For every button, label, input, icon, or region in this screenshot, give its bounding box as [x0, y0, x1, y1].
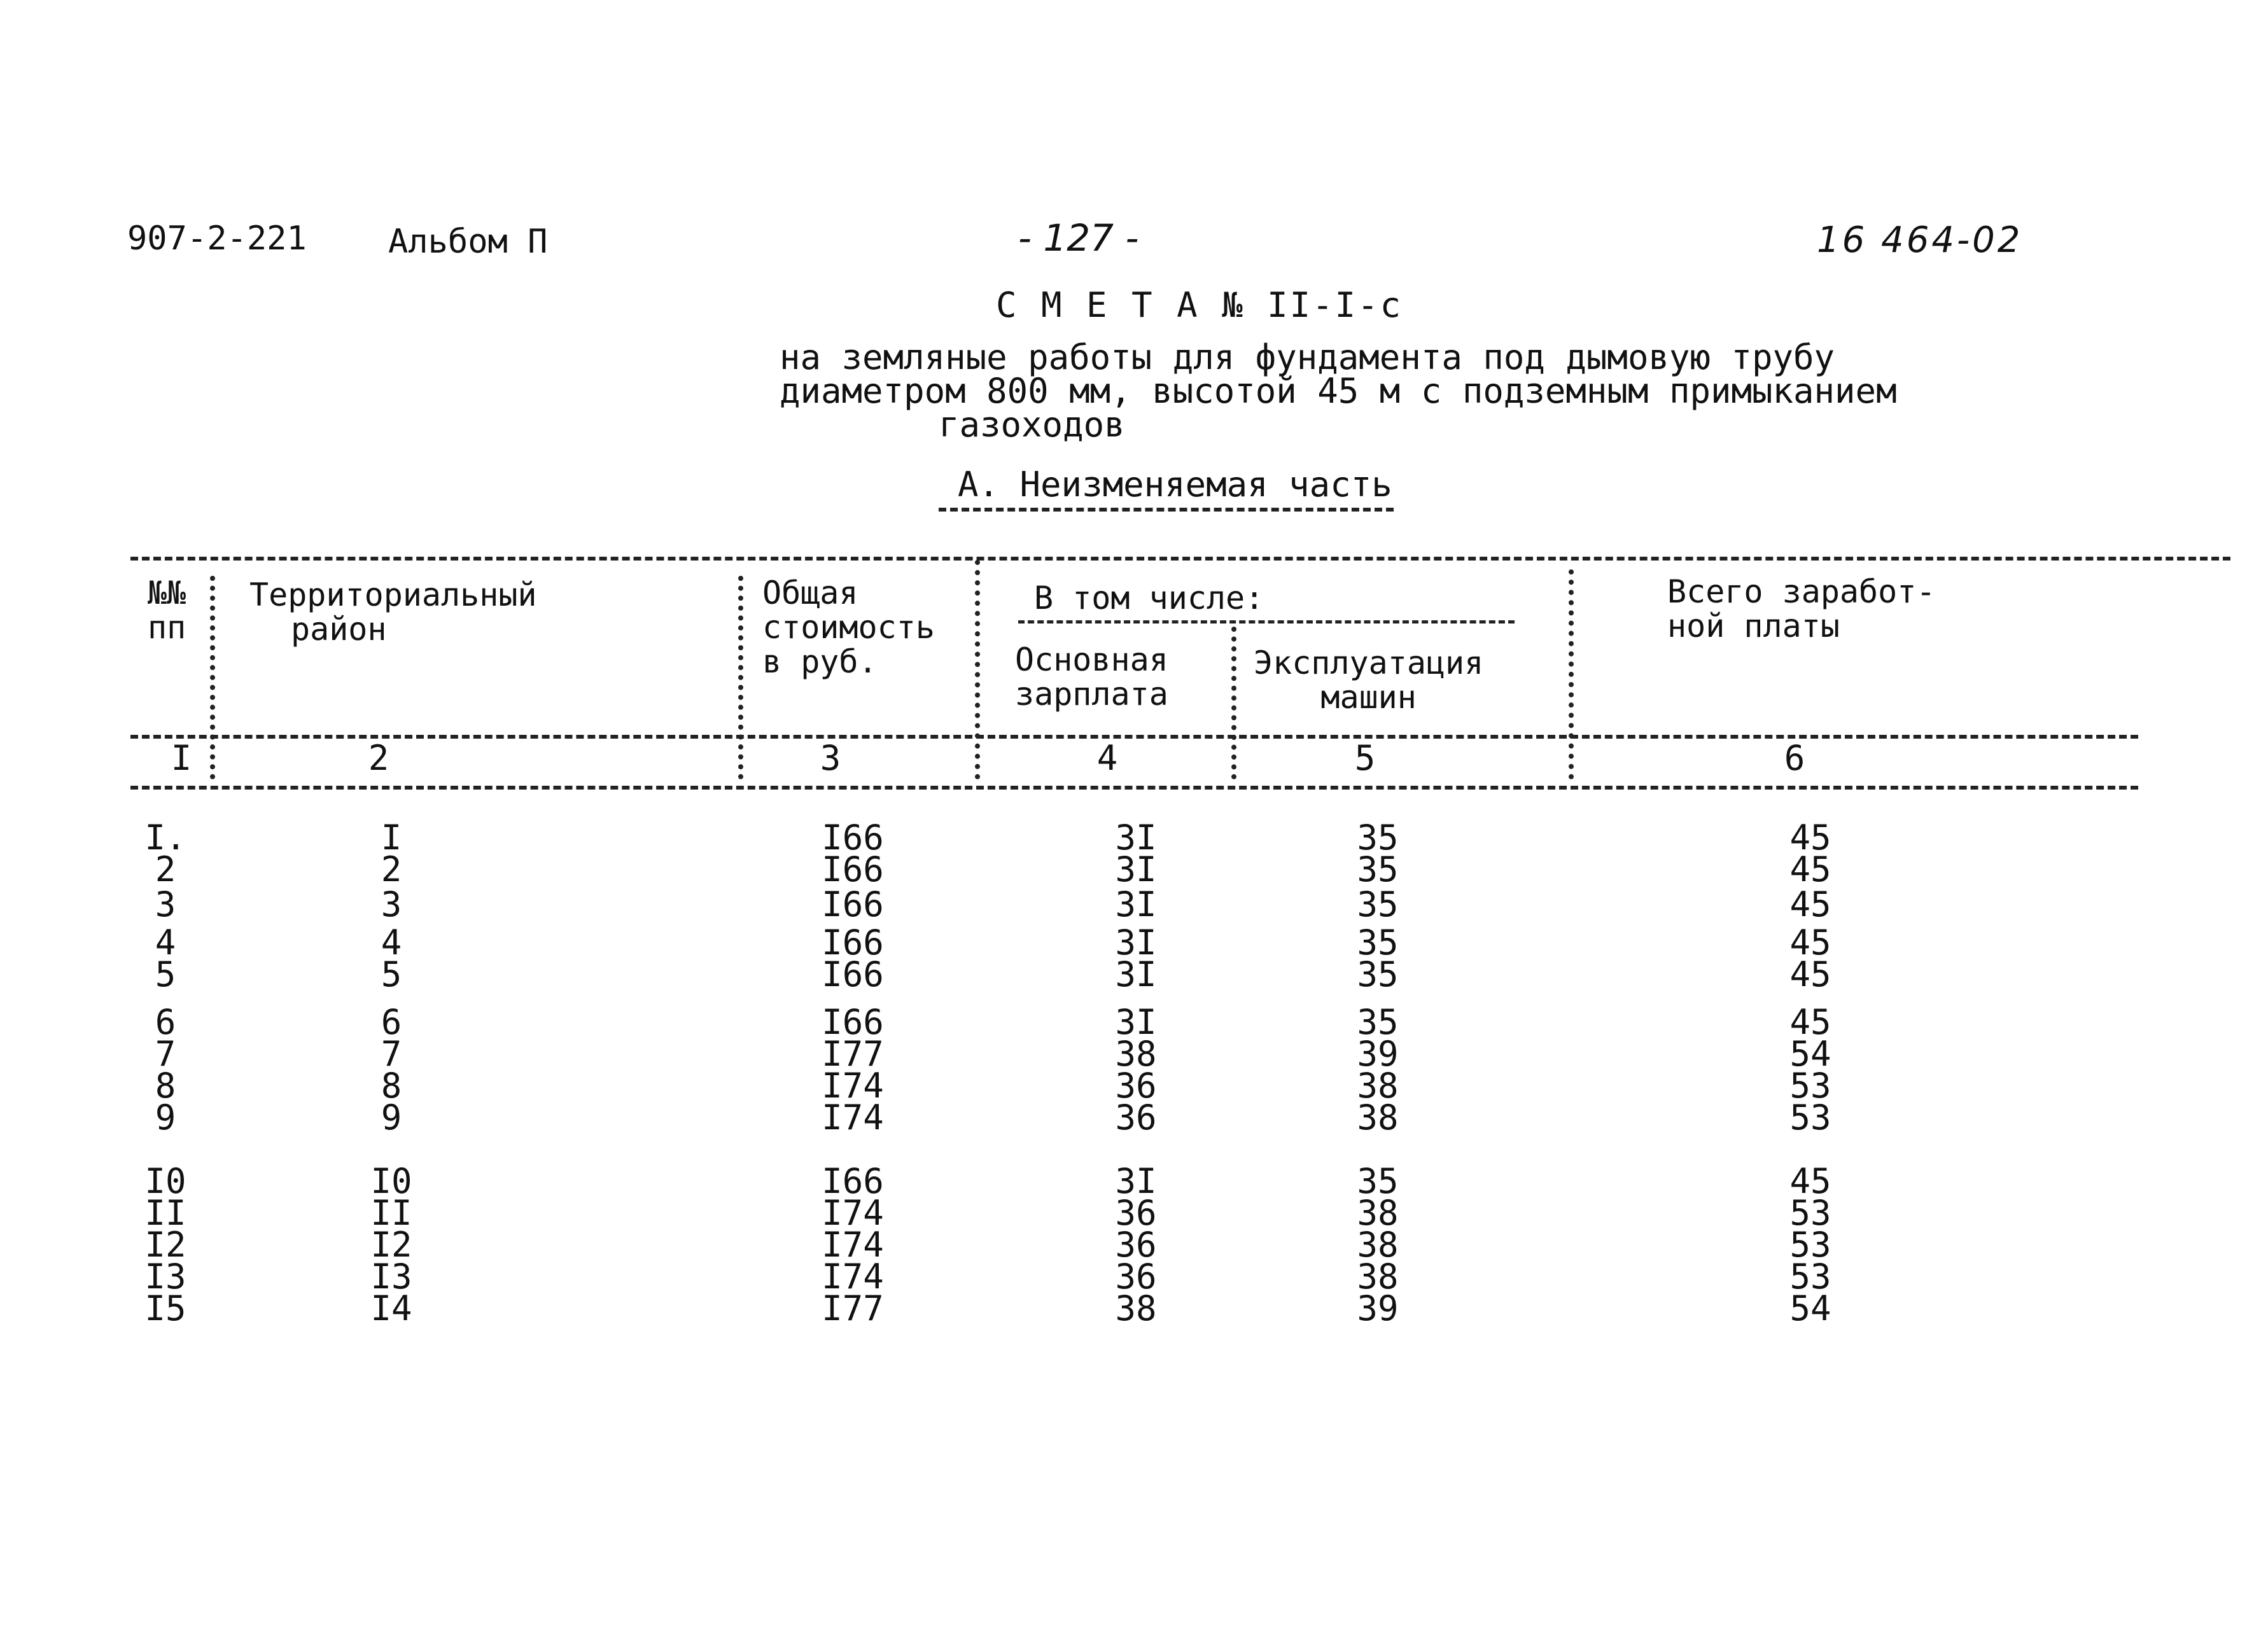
table-cell-col1: 4 [155, 923, 176, 963]
project-code: 16 464-02 [1817, 219, 2023, 261]
table-cell-col4: 38 [1115, 1288, 1157, 1328]
table-cell-col1: I0 [144, 1161, 186, 1201]
table-cell-col4: 36 [1115, 1193, 1157, 1233]
table-cell-col3: I66 [822, 1002, 884, 1042]
page-number: - 127 - [1018, 216, 1139, 260]
table-cell-col1: I3 [144, 1257, 186, 1297]
separator-col3 [975, 560, 980, 779]
table-cell-col4: 3I [1115, 954, 1157, 994]
header-col1-line1: №№ [148, 575, 186, 611]
table-cell-col6: 53 [1789, 1257, 1831, 1297]
header-col3-line2: стоимость [762, 609, 935, 646]
table-cell-col1: I. [144, 818, 186, 858]
title-line-2: диаметром 800 мм, высотой 45 м с подземным примыканием [780, 371, 1897, 411]
table-cell-col5: 39 [1357, 1288, 1399, 1328]
table-cell-col4: 36 [1115, 1097, 1157, 1138]
table-cell-col6: 54 [1789, 1034, 1831, 1074]
table-cell-col3: I74 [822, 1225, 884, 1265]
table-cell-col3: I66 [822, 1161, 884, 1201]
table-cell-col1: 3 [155, 884, 176, 924]
column-number-5: 5 [1354, 738, 1376, 778]
section-title: А. Неизменяемая часть [958, 464, 1392, 505]
table-cell-col6: 45 [1789, 1002, 1831, 1042]
table-cell-col3: I66 [822, 923, 884, 963]
table-cell-col4: 3I [1115, 1002, 1157, 1042]
table-cell-col2: 7 [381, 1034, 402, 1074]
table-cell-col6: 54 [1789, 1288, 1831, 1328]
column-number-3: 3 [820, 738, 841, 778]
document-code: 907-2-221 [127, 219, 307, 258]
table-cell-col5: 38 [1357, 1257, 1399, 1297]
section-underline [939, 508, 1394, 512]
table-cell-col5: 39 [1357, 1034, 1399, 1074]
header-col4 [1015, 643, 1168, 711]
table-cell-col5: 38 [1357, 1193, 1399, 1233]
table-cell-col6: 45 [1789, 954, 1831, 994]
table-cell-col6: 45 [1789, 923, 1831, 963]
header-col5-line1: Эксплуатация [1254, 644, 1484, 681]
table-cell-col3: I74 [822, 1097, 884, 1138]
separator-col1 [210, 576, 215, 779]
header-col3 [762, 576, 935, 679]
header-col4-line1: Основная [1015, 641, 1168, 678]
column-number-4: 4 [1096, 738, 1118, 778]
table-cell-col5: 35 [1357, 923, 1399, 963]
separator-col5 [1569, 569, 1574, 779]
table-cell-col3: I66 [822, 884, 884, 924]
table-top-rule [130, 557, 2230, 561]
table-cell-col4: 36 [1115, 1257, 1157, 1297]
table-cell-col6: 53 [1789, 1066, 1831, 1106]
table-cell-col2: II [370, 1193, 412, 1233]
title-line-1: на земляные работы для фундамента под дымовую трубу [780, 337, 1835, 377]
table-cell-col5: 38 [1357, 1066, 1399, 1106]
title-line-3: газоходов [939, 405, 1125, 445]
column-numbers-rule [130, 786, 2138, 790]
table-cell-col6: 53 [1789, 1193, 1831, 1233]
header-bottom-rule [130, 735, 2138, 739]
header-col1-line2: пп [148, 609, 186, 646]
header-col2 [249, 578, 537, 646]
table-cell-col2: 9 [381, 1097, 402, 1138]
table-cell-col6: 45 [1789, 1161, 1831, 1201]
table-cell-col1: 5 [155, 954, 176, 994]
table-cell-col5: 38 [1357, 1225, 1399, 1265]
table-cell-col1: 9 [155, 1097, 176, 1138]
table-cell-col3: I74 [822, 1257, 884, 1297]
group-rule [1018, 620, 1515, 623]
separator-col4 [1231, 627, 1236, 779]
table-cell-col2: I [381, 818, 402, 858]
table-cell-col3: I66 [822, 849, 884, 889]
table-cell-col1: 2 [155, 849, 176, 889]
table-cell-col1: 7 [155, 1034, 176, 1074]
table-cell-col4: 38 [1115, 1034, 1157, 1074]
header-col3-line3: в руб. [762, 643, 878, 680]
header-col6 [1667, 575, 1935, 643]
table-cell-col2: 3 [381, 884, 402, 924]
column-number-1: I [171, 738, 192, 778]
table-cell-col2: 2 [381, 849, 402, 889]
table-cell-col4: 3I [1115, 818, 1157, 858]
table-cell-col3: I74 [822, 1066, 884, 1106]
table-cell-col2: 4 [381, 923, 402, 963]
table-cell-col5: 35 [1357, 954, 1399, 994]
header-col5-line2: машин [1320, 679, 1417, 716]
table-cell-col2: 5 [381, 954, 402, 994]
header-col5 [1254, 646, 1483, 714]
table-cell-col1: I2 [144, 1225, 186, 1265]
header-col3-line1: Общая [762, 575, 858, 611]
estimate-heading: С М Е Т А № II-I-с [996, 285, 1403, 325]
table-cell-col4: 36 [1115, 1225, 1157, 1265]
table-cell-col3: I77 [822, 1288, 884, 1328]
table-cell-col4: 3I [1115, 1161, 1157, 1201]
table-cell-col6: 53 [1789, 1097, 1831, 1138]
table-cell-col2: 8 [381, 1066, 402, 1106]
table-cell-col2: I2 [370, 1225, 412, 1265]
album-label: Альбом П [388, 223, 548, 261]
column-number-2: 2 [368, 738, 389, 778]
table-cell-col5: 35 [1357, 1002, 1399, 1042]
table-cell-col6: 45 [1789, 884, 1831, 924]
header-col4-line2: зарплата [1015, 676, 1168, 713]
table-cell-col6: 45 [1789, 849, 1831, 889]
table-cell-col2: 6 [381, 1002, 402, 1042]
table-cell-col6: 45 [1789, 818, 1831, 858]
table-cell-col2: I4 [370, 1288, 412, 1328]
table-cell-col5: 35 [1357, 1161, 1399, 1201]
header-col6-line1: Всего заработ- [1667, 573, 1936, 610]
table-cell-col4: 3I [1115, 923, 1157, 963]
table-cell-col5: 35 [1357, 849, 1399, 889]
table-cell-col5: 35 [1357, 884, 1399, 924]
table-cell-col1: 8 [155, 1066, 176, 1106]
table-cell-col4: 3I [1115, 849, 1157, 889]
table-cell-col2: I0 [370, 1161, 412, 1201]
separator-col2 [738, 576, 743, 779]
header-col2-line2: район [291, 611, 387, 648]
table-cell-col3: I74 [822, 1193, 884, 1233]
header-col2-line1: Территориальный [249, 576, 537, 613]
table-cell-col1: 6 [155, 1002, 176, 1042]
header-col6-line2: ной платы [1667, 608, 1840, 644]
table-cell-col1: II [144, 1193, 186, 1233]
header-group: В том числе: [1034, 580, 1264, 616]
table-cell-col6: 53 [1789, 1225, 1831, 1265]
column-number-6: 6 [1784, 738, 1805, 778]
table-cell-col3: I66 [822, 954, 884, 994]
table-cell-col2: I3 [370, 1257, 412, 1297]
header-col1 [148, 576, 186, 644]
table-cell-col1: I5 [144, 1288, 186, 1328]
table-cell-col5: 35 [1357, 818, 1399, 858]
table-cell-col3: I77 [822, 1034, 884, 1074]
table-cell-col5: 38 [1357, 1097, 1399, 1138]
table-cell-col3: I66 [822, 818, 884, 858]
table-cell-col4: 3I [1115, 884, 1157, 924]
table-cell-col4: 36 [1115, 1066, 1157, 1106]
